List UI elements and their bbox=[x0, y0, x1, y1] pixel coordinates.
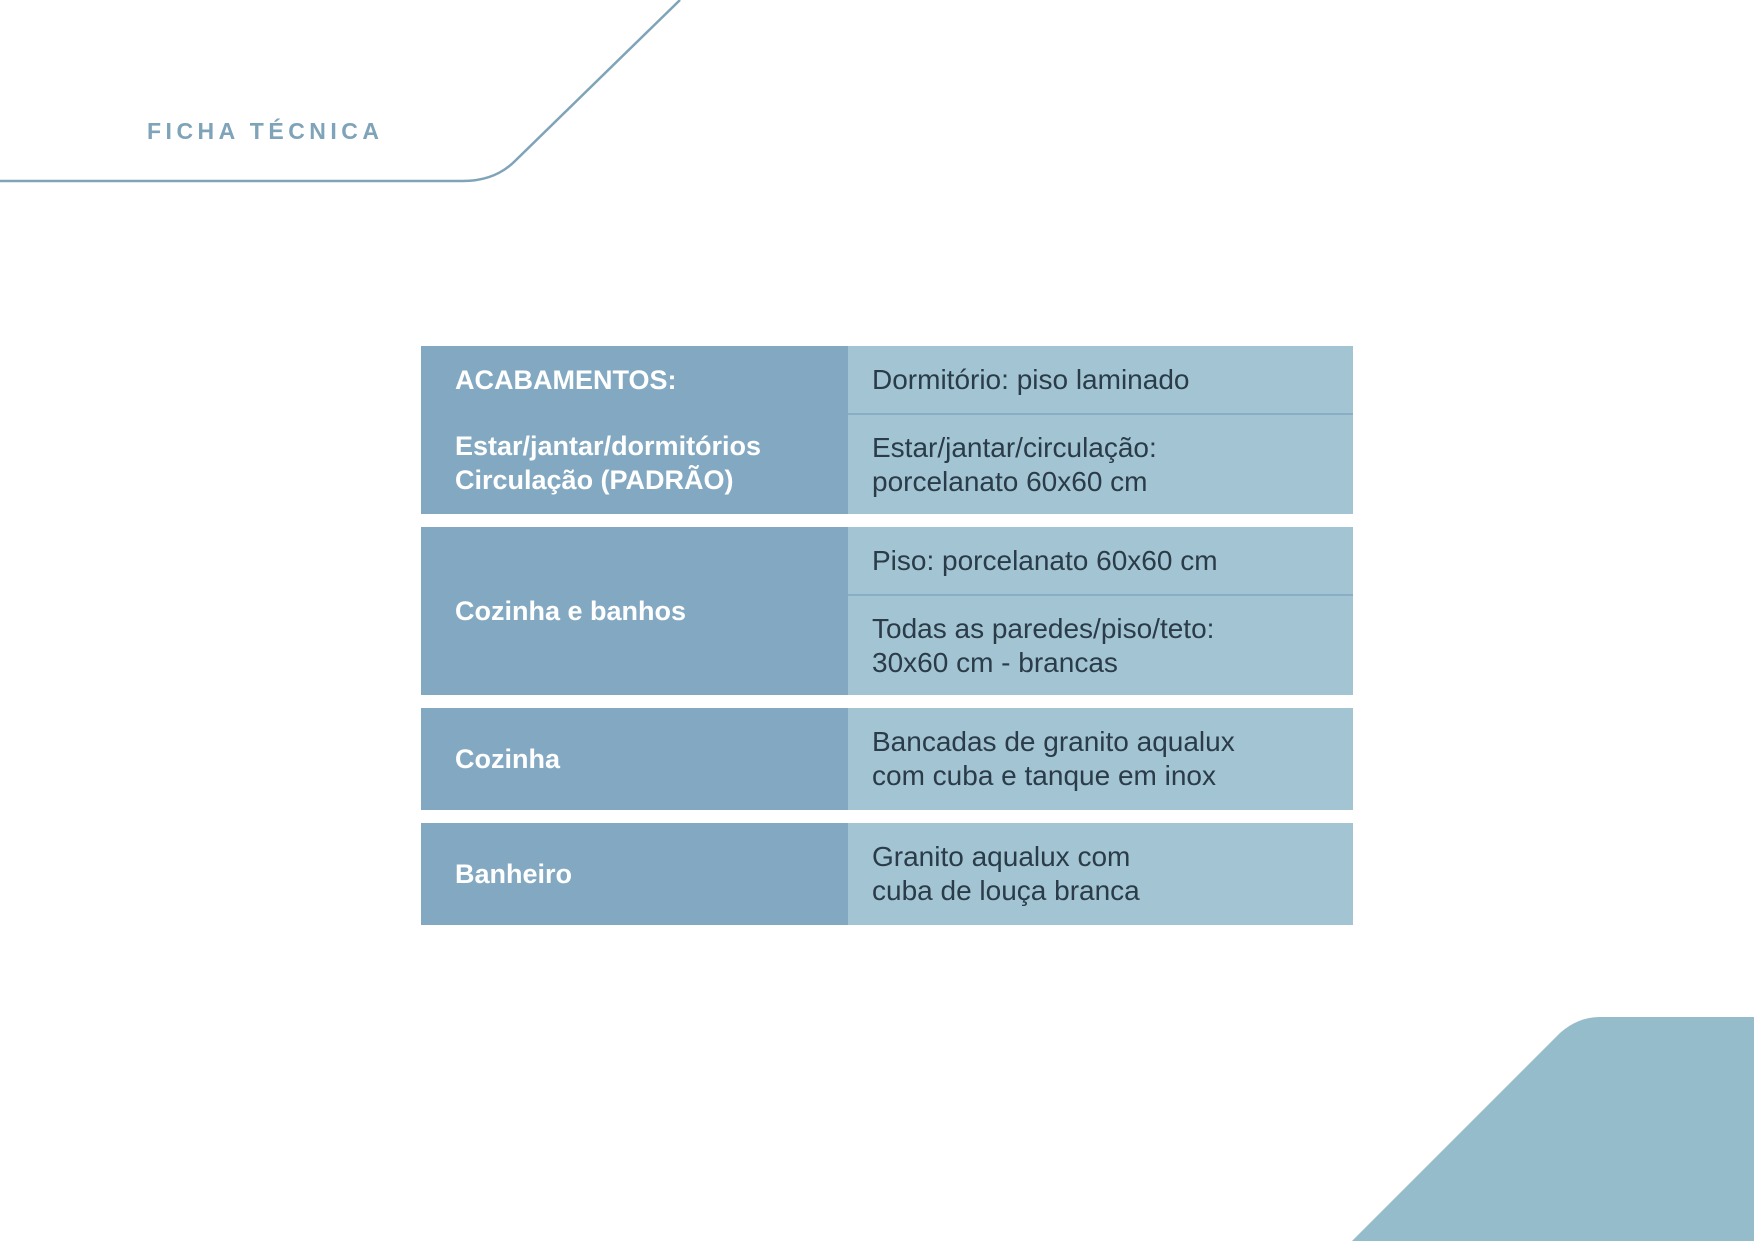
spec-value bbox=[848, 527, 1353, 594]
header-line bbox=[0, 0, 680, 181]
spec-value bbox=[848, 823, 1353, 925]
corner-shape bbox=[1352, 1017, 1754, 1241]
spec-value bbox=[848, 708, 1353, 810]
spec-table bbox=[421, 346, 1353, 938]
value-line: 30x60 cm - brancas bbox=[872, 646, 1118, 678]
value-line: Bancadas de granito aqualux bbox=[872, 726, 1235, 757]
spec-values bbox=[848, 346, 1353, 514]
value-line: Granito aqualux com bbox=[872, 841, 1131, 872]
spec-values bbox=[848, 708, 1353, 810]
value-line: Todas as paredes/piso/teto: bbox=[872, 612, 1215, 644]
spec-label bbox=[421, 527, 848, 695]
spec-group-acabamentos bbox=[421, 346, 1353, 514]
label-line: Cozinha bbox=[455, 744, 560, 774]
value-line: porcelanato 60x60 cm bbox=[872, 465, 1148, 497]
spec-group-cozinha bbox=[421, 708, 1353, 810]
label-line: Cozinha e banhos bbox=[455, 596, 687, 626]
value-line: com cuba e tanque em inox bbox=[872, 760, 1216, 791]
value-line: cuba de louça branca bbox=[872, 875, 1140, 906]
value-line: Piso: porcelanato 60x60 cm bbox=[872, 544, 1218, 576]
spec-label bbox=[421, 823, 848, 925]
label-line: Circulação (PADRÃO) bbox=[455, 465, 734, 495]
value-line: Estar/jantar/circulação: bbox=[872, 431, 1157, 463]
spec-value bbox=[848, 413, 1353, 514]
spec-values bbox=[848, 823, 1353, 925]
spec-value bbox=[848, 594, 1353, 695]
label-spacer bbox=[455, 397, 828, 429]
spec-group-cozinha-e-banhos bbox=[421, 527, 1353, 695]
value-line: Dormitório: piso laminado bbox=[872, 363, 1190, 395]
spec-label bbox=[421, 708, 848, 810]
label-line: Banheiro bbox=[455, 859, 573, 889]
page-title: FICHA TÉCNICA bbox=[147, 118, 384, 144]
spec-label bbox=[421, 346, 848, 514]
label-line: Estar/jantar/dormitórios bbox=[455, 431, 762, 461]
spec-values bbox=[848, 527, 1353, 695]
label-line: ACABAMENTOS: bbox=[455, 365, 677, 395]
spec-group-banheiro bbox=[421, 823, 1353, 925]
spec-value bbox=[848, 346, 1353, 413]
